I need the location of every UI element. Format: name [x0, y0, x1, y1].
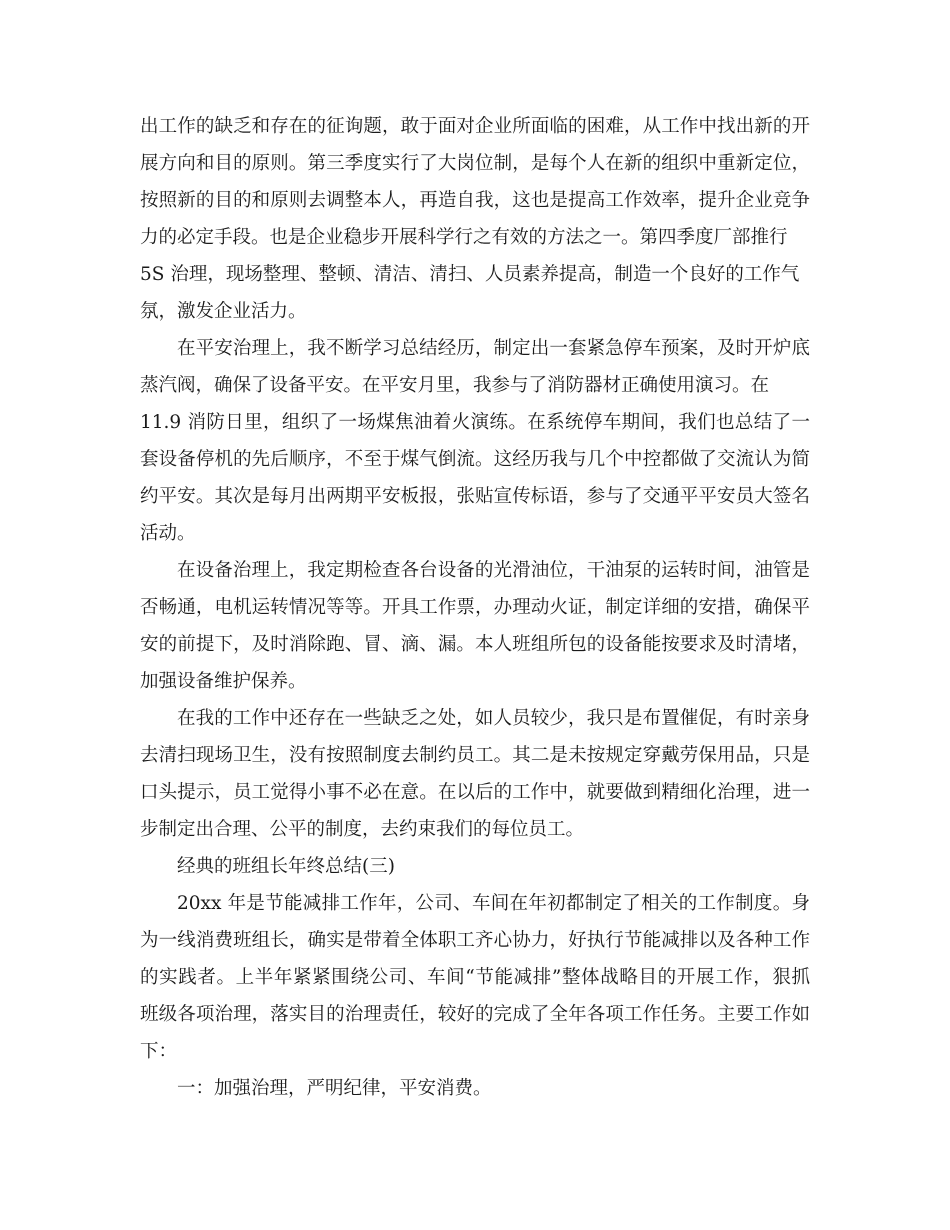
text-line: 步制定出合理、公平的制度，去约束我们的每位员工。	[140, 819, 585, 840]
text-line: 出工作的缺乏和存在的征询题，敢于面对企业所面临的困难，从工作中找出新的开	[140, 116, 810, 137]
text-line: 一：加强治理，严明纪律，平安消费。	[177, 1078, 492, 1099]
text-line: 加强设备维护保养。	[140, 671, 307, 692]
text-line: 套设备停机的先后顺序，不至于煤气倒流。这经历我与几个中控都做了交流认为简	[140, 449, 810, 470]
text-line: 5S 治理，现场整理、整顿、清洁、清扫、人员素养提高，制造一个良好的工作气	[140, 264, 800, 285]
text-line: 在平安治理上，我不断学习总结经历，制定出一套紧急停车预案，及时开炉底	[177, 338, 810, 359]
text-line: 否畅通，电机运转情况等等。开具工作票，办理动火证，制定详细的安措，确保平	[140, 597, 810, 618]
text-line: 口头提示，员工觉得小事不必在意。在以后的工作中，就要做到精细化治理，进一	[140, 782, 810, 803]
text-line: 下：	[140, 1041, 178, 1062]
text-line: 蒸汽阀，确保了设备平安。在平安月里，我参与了消防器材正确使用演习。在	[140, 375, 770, 396]
text-line: 11.9 消防日里，组织了一场煤焦油着火演练。在系统停车期间，我们也总结了一	[140, 412, 810, 433]
text-line: 约平安。其次是每月出两期平安板报，张贴宣传标语，参与了交通平平安员大签名	[140, 486, 810, 507]
text-line: 按照新的目的和原则去调整本人，再造自我，这也是提高工作效率，提升企业竞争	[140, 190, 810, 211]
text-line: 力的必定手段。也是企业稳步开展科学行之有效的方法之一。第四季度厂部推行	[140, 227, 788, 248]
text-line: 活动。	[140, 523, 196, 544]
text-line: 安的前提下，及时消除跑、冒、滴、漏。本人班组所包的设备能按要求及时清堵，	[140, 634, 810, 655]
text-line: 的实践者。上半年紧紧围绕公司、车间“节能减排”整体战略目的开展工作，狠抓	[140, 967, 810, 988]
text-line: 去清扫现场卫生，没有按照制度去制约员工。其二是未按规定穿戴劳保用品，只是	[140, 745, 810, 766]
text-line: 在我的工作中还存在一些缺乏之处，如人员较少，我只是布置催促，有时亲身	[177, 708, 810, 729]
text-line: 班级各项治理，落实目的治理责任，较好的完成了全年各项工作任务。主要工作如	[140, 1004, 810, 1025]
text-line: 为一线消费班组长，确实是带着全体职工齐心协力，好执行节能减排以及各种工作	[140, 930, 810, 951]
text-line: 展方向和目的原则。第三季度实行了大岗位制，是每个人在新的组织中重新定位，	[140, 153, 810, 174]
text-line: 在设备治理上，我定期检查各台设备的光滑油位，干油泵的运转时间，油管是	[177, 560, 810, 581]
section-heading: 经典的班组长年终总结(三)	[177, 856, 395, 877]
text-line: 氛，激发企业活力。	[140, 301, 307, 322]
text-line: 20xx 年是节能减排工作年，公司、车间在年初都制定了相关的工作制度。身	[177, 893, 810, 914]
